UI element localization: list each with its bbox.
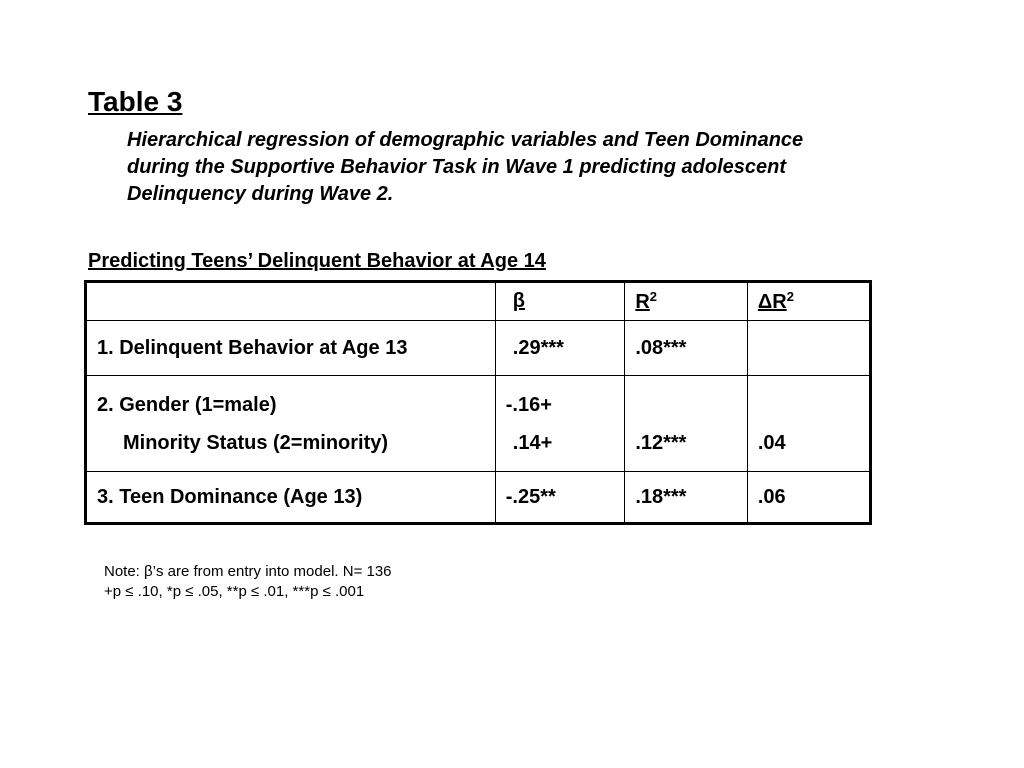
header-beta-symbol: β	[512, 290, 525, 312]
regression-table	[84, 280, 872, 525]
caption-line-2: during the Supportive Behavior Task in Wave 1 predicting adolescent	[127, 156, 787, 178]
table-header-row	[86, 282, 871, 321]
row-3-delta-r2: .06	[747, 472, 870, 524]
row-2-label-minority: Minority Status (2=minority)	[123, 431, 389, 454]
note-beta-symbol: β	[144, 563, 153, 580]
header-delta-r2-base: ΔR	[757, 291, 787, 313]
row-1-label: 1. Delinquent Behavior at Age 13	[86, 321, 496, 376]
note-prefix: Note:	[104, 563, 145, 580]
header-delta-r2-cell	[747, 282, 870, 321]
row-2-delta-r2-minority: .04	[757, 431, 786, 454]
note-suffix: ’s are from entry into model. N= 136	[152, 563, 392, 580]
row-2-beta-minority: .14+	[512, 431, 553, 454]
section-heading: Predicting Teens’ Delinquent Behavior at Age 14	[88, 250, 546, 272]
row-2-r2-gender	[635, 386, 737, 424]
table-row	[86, 376, 871, 472]
table-number-heading: Table 3	[88, 86, 183, 117]
row-3-beta: -.25**	[495, 472, 625, 524]
header-label-cell	[86, 282, 496, 321]
table-row	[86, 472, 871, 524]
table-row	[86, 321, 871, 376]
row-2-beta	[495, 376, 625, 472]
row-1-r2: .08***	[625, 321, 748, 376]
row-2-label	[86, 376, 496, 472]
row-3-label: 3. Teen Dominance (Age 13)	[86, 472, 496, 524]
header-r2-base: R	[635, 291, 650, 313]
caption-line-1: Hierarchical regression of demographic variables and Teen Dominance	[127, 129, 804, 151]
row-1-delta-r2	[747, 321, 870, 376]
row-3-r2: .18***	[625, 472, 748, 524]
note-line-1	[104, 562, 392, 582]
header-r2-superscript: 2	[649, 289, 657, 304]
caption-line-3: Delinquency during Wave 2.	[127, 183, 394, 205]
row-2-label-gender: 2. Gender (1=male)	[97, 393, 277, 416]
row-2-r2	[625, 376, 748, 472]
note-line-2: +p ≤ .10, *p ≤ .05, **p ≤ .01, ***p ≤ .001	[104, 583, 365, 600]
row-1-beta-value: .29***	[512, 336, 564, 359]
table-note	[104, 562, 392, 602]
row-1-beta	[495, 321, 625, 376]
table-caption	[127, 127, 927, 208]
row-2-r2-minority: .12***	[635, 431, 687, 454]
row-2-delta-r2-gender	[758, 386, 859, 424]
row-2-beta-gender: -.16+	[505, 393, 552, 416]
header-beta-cell	[495, 282, 625, 321]
header-r2-cell	[625, 282, 748, 321]
header-delta-r2-superscript: 2	[786, 289, 794, 304]
row-2-delta-r2	[747, 376, 870, 472]
